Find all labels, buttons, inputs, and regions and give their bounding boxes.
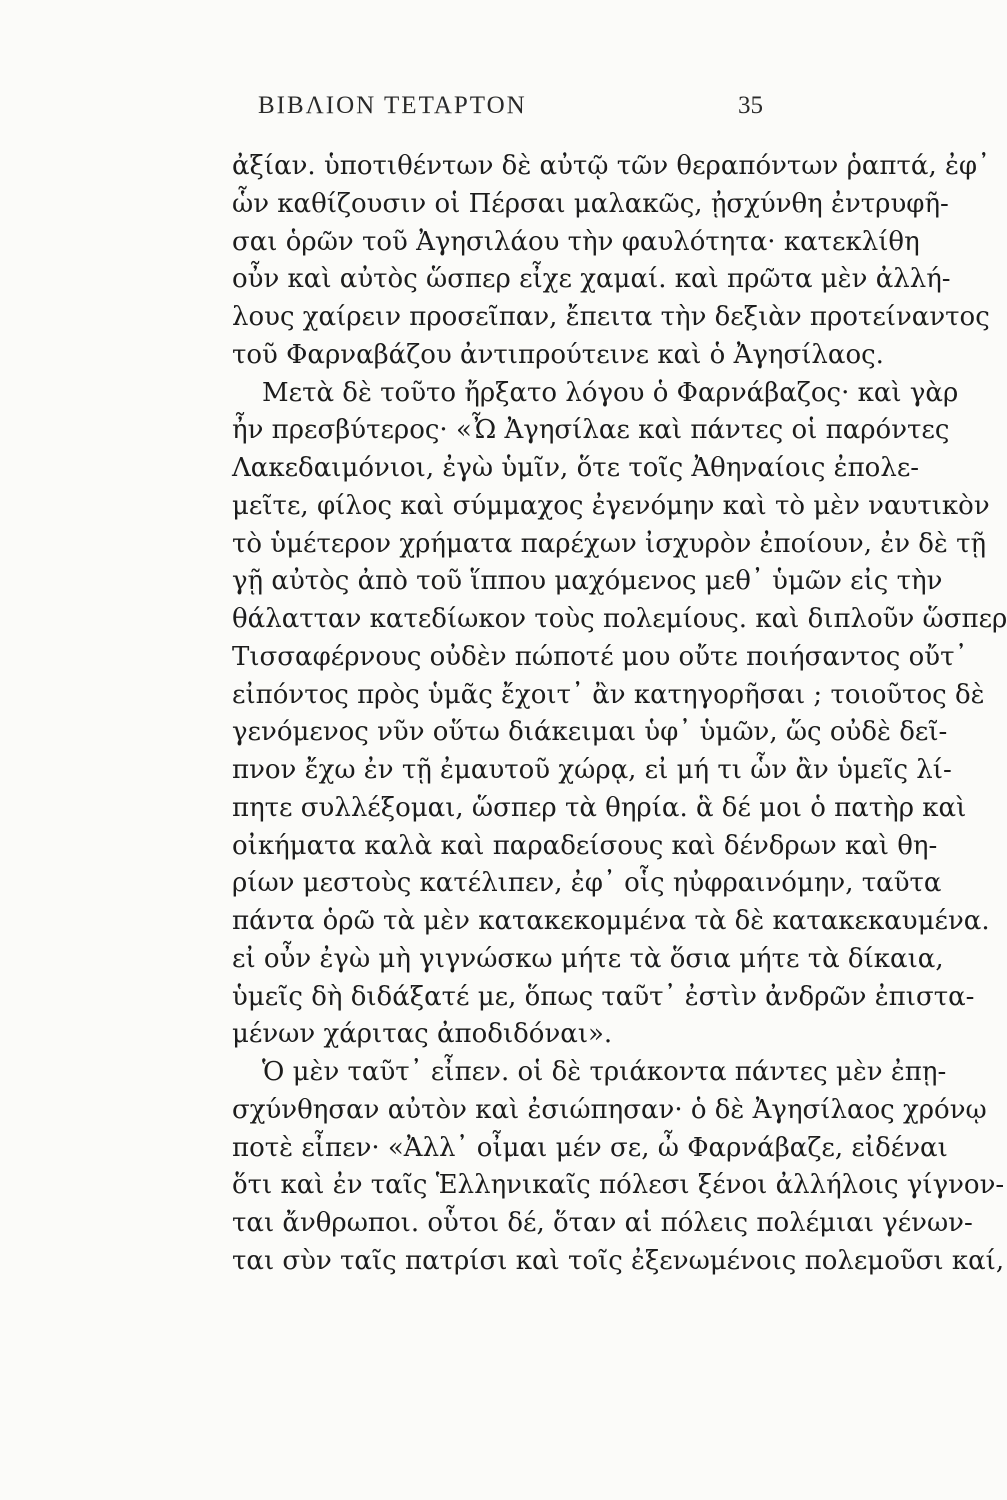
text-line: Τισσαφέρνους οὐδὲν πώποτέ μου οὔτε ποιήσαντος οὔτ᾽	[232, 641, 968, 672]
text-line: ἦν πρεσβύτερος· «Ὦ Ἀγησίλαε καὶ πάντες οἱ παρόντες	[232, 415, 950, 446]
text-line: ται σὺν ταῖς πατρίσι καὶ τοῖς ἐξενωμένοις πολεμοῦσι καί,	[232, 1245, 1005, 1276]
text-line: πάντα ὁρῶ τὰ μὲν κατακεκομμένα τὰ δὲ κατακεκαυμένα.	[232, 906, 990, 936]
text-line: ἀξίαν. ὑποτιθέντων δὲ αὐτῷ τῶν θεραπόντων ῥαπτά, ἐφ᾽	[232, 151, 991, 181]
text-line: θάλατταν κατεδίωκον τοὺς πολεμίους. καὶ διπλοῦν ὥσπερ	[232, 604, 1007, 634]
paragraph-start-line: Ὁ μὲν ταῦτ᾽ εἶπεν. οἱ δὲ τριάκοντα πάντες μὲν ἐπῃ-	[262, 1057, 947, 1087]
text-line: οἰκήματα καλὰ καὶ παραδείσους καὶ δένδρων καὶ θη-	[232, 830, 938, 861]
running-title: ΒΙΒΛΙΟΝ ΤΕΤΑΡΤΟΝ	[258, 92, 527, 119]
text-line: τοῦ Φαρναβάζου ἀντιπρούτεινε καὶ ὁ Ἀγησίλαος.	[232, 339, 884, 370]
text-line: πνον ἔχω ἐν τῇ ἐμαυτοῦ χώρᾳ, εἰ μή τι ὧν ἂν ὑμεῖς λί-	[232, 755, 952, 785]
text-line: εἰπόντος πρὸς ὑμᾶς ἔχοιτ᾽ ἂν κατηγορῆσαι ; τοιοῦτος δὲ	[232, 679, 985, 710]
text-line: ται ἄνθρωποι. οὗτοι δέ, ὅταν αἱ πόλεις πολέμιαι γένων-	[232, 1208, 973, 1238]
text-line: λους χαίρειν προσεῖπαν, ἔπειτα τὴν δεξιὰν προτείναντος	[232, 302, 990, 332]
text-line: οὖν καὶ αὐτὸς ὥσπερ εἶχε χαμαί. καὶ πρῶτα μὲν ἀλλή-	[232, 264, 951, 295]
paragraph-start-line: Μετὰ δὲ τοῦτο ἤρξατο λόγου ὁ Φαρνάβαζος· καὶ γὰρ	[262, 377, 959, 408]
page-number: 35	[738, 92, 763, 119]
text-line: μεῖτε, φίλος καὶ σύμμαχος ἐγενόμην καὶ τὸ μὲν ναυτικὸν	[232, 490, 990, 521]
text-line: μένων χάριτας ἀποδιδόναι».	[232, 1019, 613, 1050]
text-line: γενόμενος νῦν οὕτω διάκειμαι ὑφ᾽ ὑμῶν, ὥς οὐδὲ δεῖ-	[232, 717, 948, 748]
text-line: γῇ αὐτὸς ἀπὸ τοῦ ἵππου μαχόμενος μεθ᾽ ὑμῶν εἰς τὴν	[232, 566, 943, 597]
text-line: τὸ ὑμέτερον χρήματα παρέχων ἰσχυρὸν ἐποίουν, ἐν δὲ τῇ	[232, 528, 987, 559]
text-line: Λακεδαιμόνιοι, ἐγὼ ὑμῖν, ὅτε τοῖς Ἀθηναίοις ἐπολε-	[232, 453, 920, 483]
text-line: ποτὲ εἶπεν· «Ἀλλ᾽ οἶμαι μέν σε, ὦ Φαρνάβαζε, εἰδέναι	[232, 1132, 948, 1163]
text-line: πητε συλλέξομαι, ὥσπερ τὰ θηρία. ἃ δέ μοι ὁ πατὴρ καὶ	[232, 792, 967, 823]
main-text	[232, 148, 1007, 1281]
text-line: ὧν καθίζουσιν οἱ Πέρσαι μαλακῶς, ᾐσχύνθη ἐντρυφῆ-	[232, 188, 949, 219]
text-line: ρίων μεστοὺς κατέλιπεν, ἐφ᾽ οἷς ηὐφραινόμην, ταῦτα	[232, 868, 942, 899]
text-line: ὅτι καὶ ἐν ταῖς Ἑλληνικαῖς πόλεσι ξένοι ἀλλήλοις γίγνον-	[232, 1170, 1005, 1201]
text-line: ὑμεῖς δὴ διδάξατέ με, ὅπως ταῦτ᾽ ἐστὶν ἀνδρῶν ἐπιστα-	[232, 981, 975, 1012]
text-line: σχύνθησαν αὐτὸν καὶ ἐσιώπησαν· ὁ δὲ Ἀγησίλαος χρόνῳ	[232, 1094, 987, 1125]
text-line: σαι ὁρῶν τοῦ Ἀγησιλάου τὴν φαυλότητα· κατεκλίθη	[232, 226, 920, 257]
text-line: εἰ οὖν ἐγὼ μὴ γιγνώσκω μήτε τὰ ὅσια μήτε τὰ δίκαια,	[232, 943, 944, 974]
